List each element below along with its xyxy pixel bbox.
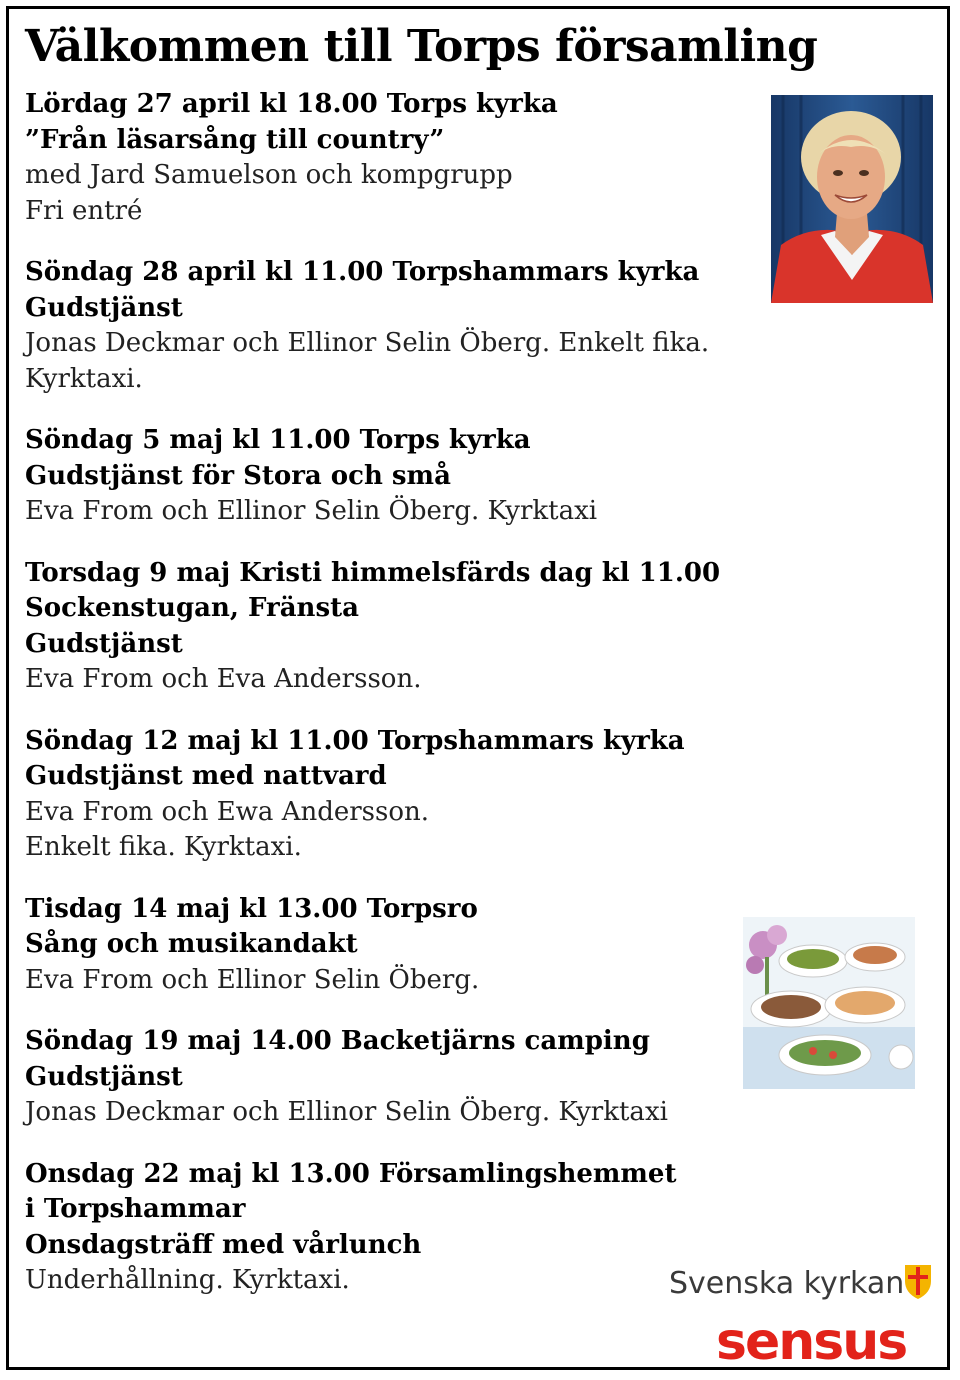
event-detail: Eva From och Ellinor Selin Öberg. Kyrktaxi [25, 496, 598, 526]
event-subheading: Gudstjänst [25, 292, 183, 323]
svenska-kyrkan-wordmark: Svenska kyrkan [669, 1266, 905, 1301]
event-detail: Eva From och Ellinor Selin Öberg. [25, 964, 480, 995]
event-detail: Eva From och Ewa Andersson. [25, 796, 430, 827]
event-detail: Eva From och Eva Andersson. [25, 664, 422, 694]
event-subheading: Sång och musikandakt [25, 929, 358, 959]
event-subheading: ”Från läsarsång till country” [25, 124, 445, 155]
event-detail: Underhållning. Kyrktaxi. [25, 1265, 350, 1295]
event-subheading: Onsdagsträff med vårlunch [25, 1229, 422, 1260]
event-subheading: i Torpshammar [25, 1194, 246, 1224]
event-block [25, 423, 925, 530]
sensus-logo [714, 1311, 929, 1369]
event-heading: Tisdag 14 maj kl 13.00 Torpsro [25, 893, 478, 924]
church-shield-icon [905, 1265, 931, 1299]
poster-frame [6, 6, 950, 1370]
event-detail: med Jard Samuelson och kompgrupp [25, 160, 513, 190]
event-detail: Jonas Deckmar och Ellinor Selin Öberg. Enkelt fika. [25, 328, 710, 358]
event-heading: Söndag 5 maj kl 11.00 Torps kyrka [25, 425, 531, 455]
event-heading: Onsdag 22 maj kl 13.00 Församlingshemmet [25, 1158, 677, 1189]
event-heading: Torsdag 9 maj Kristi himmelsfärds dag kl 11.00 [25, 557, 721, 588]
event-detail: Fri entré [25, 195, 143, 226]
event-heading: Söndag 19 maj 14.00 Backetjärns camping [25, 1026, 650, 1056]
event-heading: Söndag 12 maj kl 11.00 Torpshammars kyrka [25, 725, 685, 756]
event-detail: Enkelt fika. Kyrktaxi. [25, 832, 302, 862]
buffet-photo [743, 917, 915, 1089]
page-title: Välkommen till Torps församling [25, 21, 818, 72]
event-block [25, 556, 925, 698]
sensus-wordmark: sensus [716, 1312, 907, 1369]
event-subheading: Gudstjänst [25, 1061, 183, 1092]
event-subheading: Gudstjänst [25, 628, 183, 659]
event-detail: Kyrktaxi. [25, 363, 143, 394]
performer-photo [771, 95, 933, 303]
event-subheading: Sockenstugan, Fränsta [25, 593, 359, 623]
event-heading: Söndag 28 april kl 11.00 Torpshammars kyrka [25, 257, 700, 287]
event-block [25, 724, 925, 866]
event-heading: Lördag 27 april kl 18.00 Torps kyrka [25, 89, 558, 119]
svenska-kyrkan-logo [669, 1259, 934, 1303]
event-subheading: Gudstjänst för Stora och små [25, 460, 451, 491]
event-detail: Jonas Deckmar och Ellinor Selin Öberg. Kyrktaxi [25, 1097, 668, 1127]
event-subheading: Gudstjänst med nattvard [25, 761, 387, 791]
